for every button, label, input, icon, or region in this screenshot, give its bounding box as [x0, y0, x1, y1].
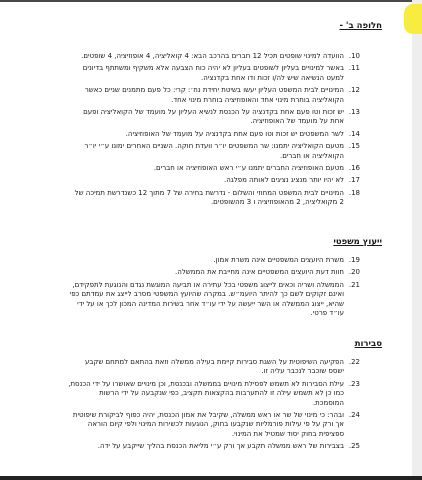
clause-number: 19.: [348, 256, 360, 264]
clause-number: 23.: [348, 379, 360, 388]
alternative-b-heading: חלופה ב' -: [339, 21, 382, 31]
clause-text: מטעם האופוזיציה החברים יתמנו ע״י ראש האופוזיציה או חברים.: [153, 164, 344, 173]
clause-number: 11.: [348, 64, 360, 73]
clause-number: 21.: [348, 280, 360, 289]
clause-17: [68, 176, 360, 185]
clause-number: 24.: [348, 411, 360, 420]
section-reasonableness: [68, 358, 360, 455]
clause-number: 12.: [348, 86, 360, 95]
clause-16: [68, 164, 360, 173]
clause-text: באשר למינויים בעליון לשופטים בעליון לא יהיה כוח הצבעה אלא משקיף ומשתתף בדיונים למעט הנשיאה שיש לה/ו זכות ודו אחת בקדנציה.: [82, 64, 344, 82]
clause-14: [68, 130, 360, 139]
clause-number: 25.: [348, 442, 360, 451]
clause-text: לשר המשפטים יש זכות וטו פעם אחת בקדנציה על מועמד של האופוזיציה.: [125, 129, 344, 138]
clause-text: המינויים לבית המשפט המחוזי והשלום - נדרשת בחירה של 7 מתוך 12 כשנדרשת תמיכה של 2 מקואליציה, 2 מהאופוזיציה ו 3 מהשופטים.: [74, 188, 344, 207]
clause-text: הפקיעה השיפוטית על השגת סבירות קיימת בעילה ממשלה וזאת בהתאם למתחם שקבע ישסס שוכבר לנכבר עליה זו.: [84, 358, 344, 376]
clause-number: 20.: [348, 268, 360, 277]
clause-13: [68, 108, 360, 127]
clause-number: 16.: [348, 164, 360, 173]
clause-text: משרת היועצים המשפטיים אינה משרת אמון.: [213, 256, 344, 264]
clause-number: 13.: [348, 108, 360, 117]
clause-25: [68, 442, 360, 451]
section-legal-advice: [68, 256, 360, 321]
clause-text: הוועדה למינוי שופטים תכיל 12 חברים בהרכב הבא: 4 קואליציה, 4 אופוזיציה, 4 שופטים.: [81, 52, 344, 60]
clause-text: לא יהיו יותר מנציג נציגים לאותה מפלגה.: [224, 176, 344, 185]
clause-18: [68, 189, 360, 208]
legal-advice-heading: ייעוץ משפטי: [333, 237, 382, 247]
clause-20: [68, 268, 360, 277]
section-alternative-b: [68, 52, 360, 211]
clause-number: 14.: [348, 129, 360, 138]
clause-text: חוות דעת היועצים המשפטיים אינה מחייבת את הממשלה.: [175, 268, 344, 277]
clause-23: [68, 380, 360, 408]
clause-10: [68, 52, 360, 61]
clause-15: [68, 142, 360, 161]
clause-text: מטעם הקואליציה יתמנו: שר המשפטים יו״ר וועדת חוקה. השניים האחרים ימונו ע״י יו״ר הקואליציה או חברים.: [84, 142, 344, 160]
clause-11: [68, 64, 360, 83]
clause-text: יש זכות וטו פעם אחת בקדנציה על הכנסת לנשיא העליון על מועמד של הקואליציה ופעם אחת על מועמד של האופוזיציה.: [83, 108, 344, 126]
clause-number: 22.: [348, 358, 360, 366]
clause-text: עילת הסבירות לא תשמש לפסילת מינויים בממשלה ובכנסת, וכן מינויים שאושרו על ידי הכנסת, כמו כן לא תשמש עילה זו להתערבות בהקצאות תקציב, כפי שנקבעה על ידי הרשות המוסמכת.: [68, 379, 344, 407]
clause-text: ובהר: כי מינוי של שר או ראש ממשלה, שקיבל את אמון הכנסת, יהיה כפוף לביקורת שיפוטית אך ורק על פי עילות פורמליות שנקבעו בחוק, הנוגעות לכשירות המינוי ולפי קיום הוראה ספציפית בחוק יסוד שמטיל את המינוי.: [72, 411, 344, 438]
reasonableness-heading: סבירות: [354, 339, 382, 349]
clause-number: 18.: [348, 188, 360, 197]
clause-text: הממשלה ושריה וכאים לייצוג משפטי בכל עתירה או תביעה המוגשת נגדם והנוגעת לתפקידם, ואינם זקוקים לשם כך להיתר היועמ״ש. במקרה שהיועץ המשפטי מסרב לייצג את עמדתם כפי שהיא, ייצוג הממשלה או השר ייעשה על ידי עו״ד אחר בשירות המדינה המכון לכך או על ידי עו״ד פרטי.: [69, 280, 344, 318]
clause-number: 17.: [348, 176, 360, 185]
clause-12: [68, 86, 360, 105]
bottom-border: [0, 476, 422, 480]
clause-text: המינויים לבית המשפט העליון יעשו בשיטת יחידת נח׳: קרי: כל פעם מתמנים שניים כאשר הקואליציה בוחרת מינוי אחד והאופוזיציה בוחרת מינוי אחד.: [84, 86, 344, 104]
clause-21: [68, 281, 360, 319]
clause-22: [68, 358, 360, 377]
clause-text: בצבירות של ראש ממשלה תקבע אך ורק ע״י מליאת הכנסת בהליך שייקבע על ידה.: [97, 442, 344, 451]
clause-24: [68, 411, 360, 439]
clause-number: 10.: [348, 52, 360, 60]
clause-19: [68, 256, 360, 265]
clause-number: 15.: [348, 142, 360, 151]
